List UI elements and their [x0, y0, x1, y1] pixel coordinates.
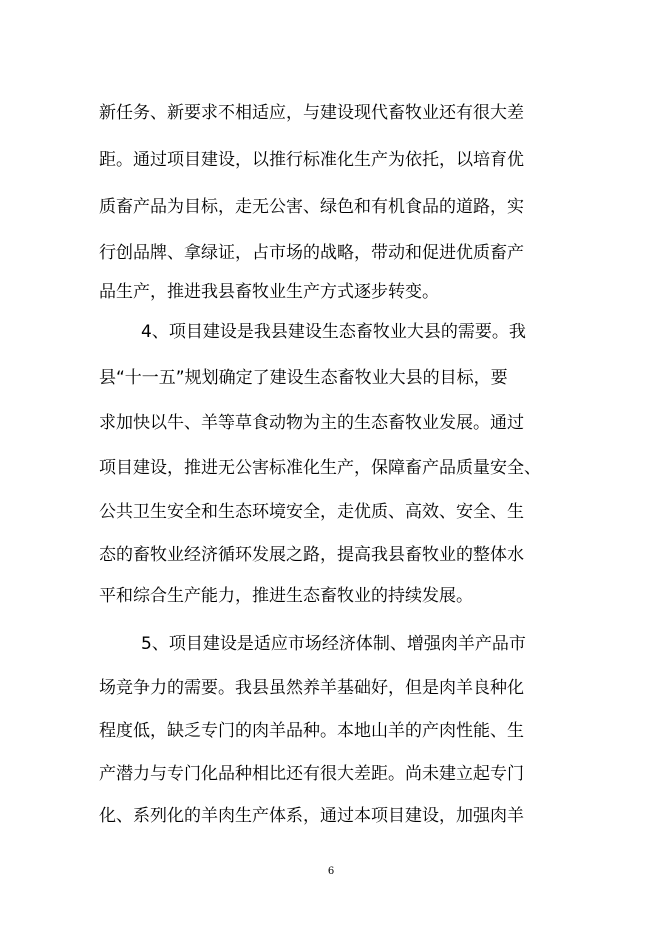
text-line-content: 公共卫生安全和生态环境安全，走优质、高效、安全、生 — [99, 502, 524, 522]
text-line-content: 5、项目建设是适应市场经济体制、增强肉羊产品市 — [141, 634, 526, 654]
text-line-content: 行创品牌、拿绿证，占市场的战略，带动和促进优质畜产 — [99, 243, 524, 263]
text-line — [0, 762, 662, 802]
text-line — [0, 804, 662, 844]
text-line-content: 质畜产品为目标，走无公害、绿色和有机食品的道路，实 — [99, 197, 524, 217]
text-line-content: 求加快以牛、羊等草食动物为主的生态畜牧业发展。通过 — [99, 413, 524, 433]
text-line-content: 项目建设，推进无公害标准化生产，保障畜产品质量安全、 — [99, 458, 541, 478]
text-line-content: 4、项目建设是我县建设生态畜牧业大县的需要。我 — [141, 322, 526, 342]
text-line — [0, 195, 662, 235]
text-line — [0, 101, 662, 141]
text-line — [0, 584, 662, 624]
text-line-content: 品生产，推进我县畜牧业生产方式逐步转变。 — [99, 282, 439, 302]
text-line-content: 产潜力与专门化品种相比还有很大差距。尚未建立起专门 — [99, 764, 524, 784]
text-line-content: 场竞争力的需要。我县虽然养羊基础好，但是肉羊良种化 — [99, 678, 524, 698]
text-line — [0, 500, 662, 540]
text-line-content: 程度低，缺乏专门的肉羊品种。本地山羊的产肉性能、生 — [99, 721, 524, 741]
text-line — [0, 456, 662, 496]
text-line — [0, 676, 662, 716]
text-line-content: 态的畜牧业经济循环发展之路，提高我县畜牧业的整体水 — [99, 545, 524, 565]
page-number: 6 — [327, 866, 335, 877]
text-line — [0, 241, 662, 281]
paragraph-first-line — [0, 320, 662, 360]
text-line — [0, 719, 662, 759]
text-line-content: 县“十一五”规划确定了建设生态畜牧业大县的目标，要 — [99, 368, 508, 388]
text-line — [0, 280, 662, 320]
paragraph-first-line — [0, 632, 662, 672]
text-line — [0, 148, 662, 188]
text-line-content: 新任务、新要求不相适应，与建设现代畜牧业还有很大差 — [99, 103, 524, 123]
text-line-content: 化、系列化的羊肉生产体系，通过本项目建设，加强肉羊 — [99, 806, 524, 826]
text-line — [0, 543, 662, 583]
text-line-content: 平和综合生产能力，推进生态畜牧业的持续发展。 — [99, 586, 473, 606]
text-line-content: 距。通过项目建设，以推行标准化生产为依托，以培育优 — [99, 150, 524, 170]
text-line — [0, 411, 662, 451]
text-line — [0, 366, 662, 406]
